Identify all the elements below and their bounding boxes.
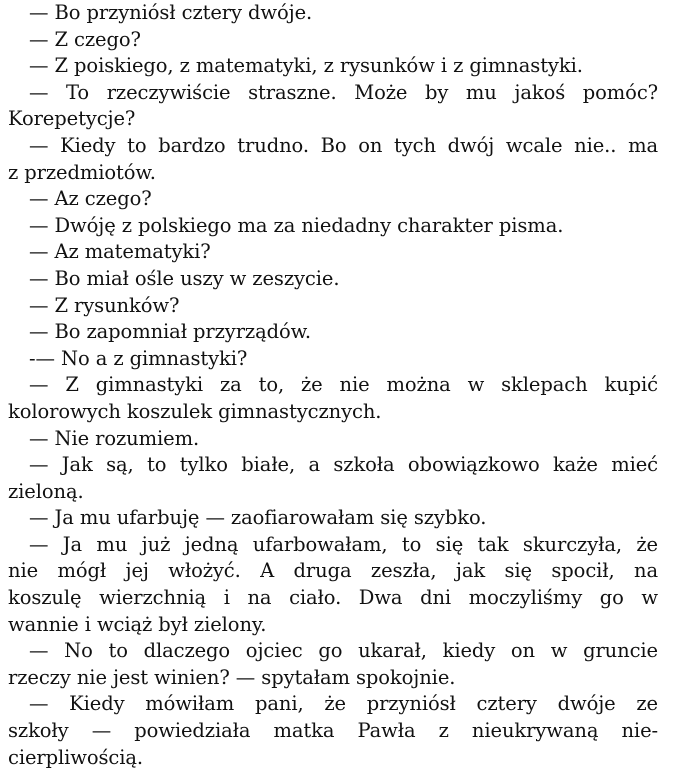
- text-line: — To rzeczywiście straszne. Może by mu jakoś pomóc?: [29, 80, 658, 104]
- text-line: — Z rysunków?: [29, 293, 180, 317]
- text-line: -— No a z gimnastyki?: [29, 346, 248, 370]
- text-line: — Bo zapomniał przyrządów.: [29, 320, 312, 344]
- document-page: [8, 0, 658, 771]
- text-line: — Kiedy mówiłam pani, że przyniósł cztery dwóje ze: [29, 692, 658, 716]
- text-line: zieloną.: [8, 479, 84, 503]
- text-line: cierpliwością.: [8, 745, 143, 769]
- text-line: — Jak są, to tylko białe, a szkoła obowiązkowo każe mieć: [29, 453, 658, 477]
- text-line: — Z poiskiego, z matematyki, z rysunków i z gimnastyki.: [29, 54, 583, 78]
- text-line: — No to dlaczego ojciec go ukarał, kiedy on w gruncie: [29, 639, 658, 663]
- text-line: — Z gimnastyki za to, że nie można w sklepach kupić: [29, 373, 658, 397]
- text-line: szkoły — powiedziała matka Pawła z nieukrywaną nie-: [8, 719, 658, 743]
- text-line: — Bo miał ośle uszy w zeszycie.: [29, 266, 340, 290]
- text-line: — Kiedy to bardzo trudno. Bo on tych dwój wcale nie.. ma: [29, 133, 658, 157]
- text-line: wannie i wciąż był zielony.: [8, 612, 267, 636]
- text-line: nie mógł jej włożyć. A druga zeszła, jak się spocił, na: [8, 559, 658, 583]
- text-line: rzeczy nie jest winien? — spytałam spokojnie.: [8, 665, 456, 689]
- text-line: — Ja mu już jedną ufarbowałam, to się tak skurczyła, że: [29, 532, 658, 556]
- text-line: kolorowych koszulek gimnastycznych.: [8, 399, 382, 423]
- text-line: Korepetycje?: [8, 107, 136, 131]
- text-line: — Az czego?: [29, 187, 152, 211]
- text-line: z przedmiotów.: [8, 160, 156, 184]
- text-line: — Z czego?: [29, 27, 141, 51]
- text-line: — Az matematyki?: [29, 240, 211, 264]
- text-line: — Nie rozumiem.: [29, 426, 200, 450]
- text-line: — Dwóję z polskiego ma za niedadny charakter pisma.: [29, 213, 564, 237]
- text-line: — Ja mu ufarbuję — zaofiarowałam się szybko.: [29, 506, 487, 530]
- text-line: — Bo przyniósł cztery dwóje.: [29, 1, 313, 24]
- text-line: koszulę wierzchnią i na ciało. Dwa dni moczyliśmy go w: [8, 586, 658, 610]
